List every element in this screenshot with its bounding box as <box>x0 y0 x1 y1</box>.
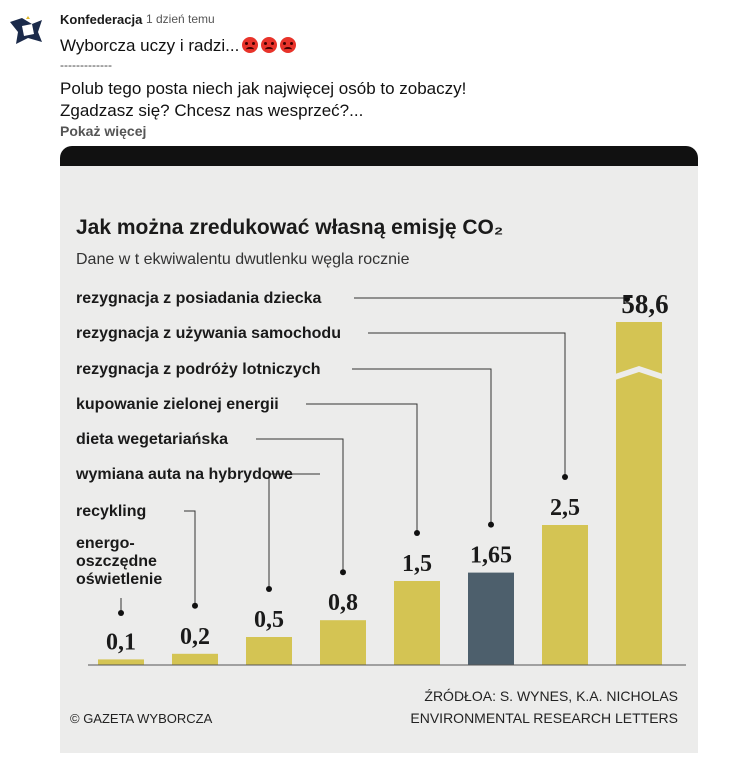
data-label: 0,8 <box>328 590 358 617</box>
data-label: 0,2 <box>180 623 210 650</box>
leader-line <box>306 404 417 533</box>
show-more-link[interactable]: Pokaż więcej <box>60 123 147 139</box>
post-text-line3: Zgadzasz się? Chcesz nas wesprzeć?... <box>60 101 364 120</box>
data-label: 0,1 <box>106 629 136 656</box>
data-label: 1,65 <box>470 542 512 569</box>
leader-line <box>352 369 491 525</box>
leader-dot <box>192 603 198 609</box>
source-line1: ŹRÓDŁOA: S. WYNES, K.A. NICHOLAS <box>424 688 678 704</box>
bar <box>246 637 292 665</box>
leader-dot <box>562 474 568 480</box>
bar <box>172 654 218 665</box>
image-top-bar <box>60 146 698 168</box>
author-name[interactable]: Konfederacja <box>60 12 143 27</box>
category-label: dieta wegetariańska <box>76 431 229 448</box>
category-label: kupowanie zielonej energii <box>76 396 279 413</box>
category-label: rezygnacja z podróży lotniczych <box>76 361 321 378</box>
angry-face-icon <box>242 37 258 53</box>
bar <box>320 620 366 665</box>
leader-dot <box>340 569 346 575</box>
data-label: 2,5 <box>550 495 580 521</box>
category-label-line: oszczędne <box>76 553 157 570</box>
category-label: recykling <box>76 503 147 520</box>
chart-title: Jak można zredukować własną emisję CO₂ <box>76 216 504 239</box>
post-image[interactable] <box>60 166 698 753</box>
data-label: 1,5 <box>402 551 432 577</box>
bar <box>468 573 514 665</box>
bar <box>394 581 440 665</box>
post-text-heading: Wyborcza uczy i radzi... <box>60 36 240 55</box>
category-label-line: energo- <box>76 535 135 552</box>
leader-dot <box>488 522 494 528</box>
avatar[interactable] <box>8 12 44 48</box>
post-text-line2: Polub tego posta niech jak najwięcej osób to zobaczy! <box>60 79 467 98</box>
leader-dot <box>414 530 420 536</box>
leader-line <box>368 333 565 477</box>
angry-face-icon <box>261 37 277 53</box>
chart-subtitle: Dane w t ekwiwalentu dwutlenku węgla rocznie <box>76 251 410 268</box>
category-label-line: oświetlenie <box>76 571 163 588</box>
data-label: 58,6 <box>621 289 669 319</box>
category-label: rezygnacja z używania samochodu <box>76 325 341 342</box>
post-time[interactable]: 1 dzień temu <box>146 12 215 26</box>
leader-dot <box>266 586 272 592</box>
post-text-line1 <box>60 36 296 56</box>
bar <box>542 525 588 665</box>
source-line2: ENVIRONMENTAL RESEARCH LETTERS <box>410 710 678 726</box>
leader-dot <box>118 610 124 616</box>
bar <box>98 659 144 665</box>
chart <box>60 166 698 753</box>
angry-face-icon <box>280 37 296 53</box>
leader-line <box>269 474 320 589</box>
category-label <box>76 535 162 588</box>
separator: ------------- <box>60 58 112 72</box>
leader-line <box>184 511 195 606</box>
category-label: wymiana auta na hybrydowe <box>76 466 293 483</box>
copyright: © GAZETA WYBORCZA <box>70 711 213 726</box>
data-label: 0,5 <box>254 607 284 633</box>
category-label: rezygnacja z posiadania dziecka <box>76 290 322 307</box>
